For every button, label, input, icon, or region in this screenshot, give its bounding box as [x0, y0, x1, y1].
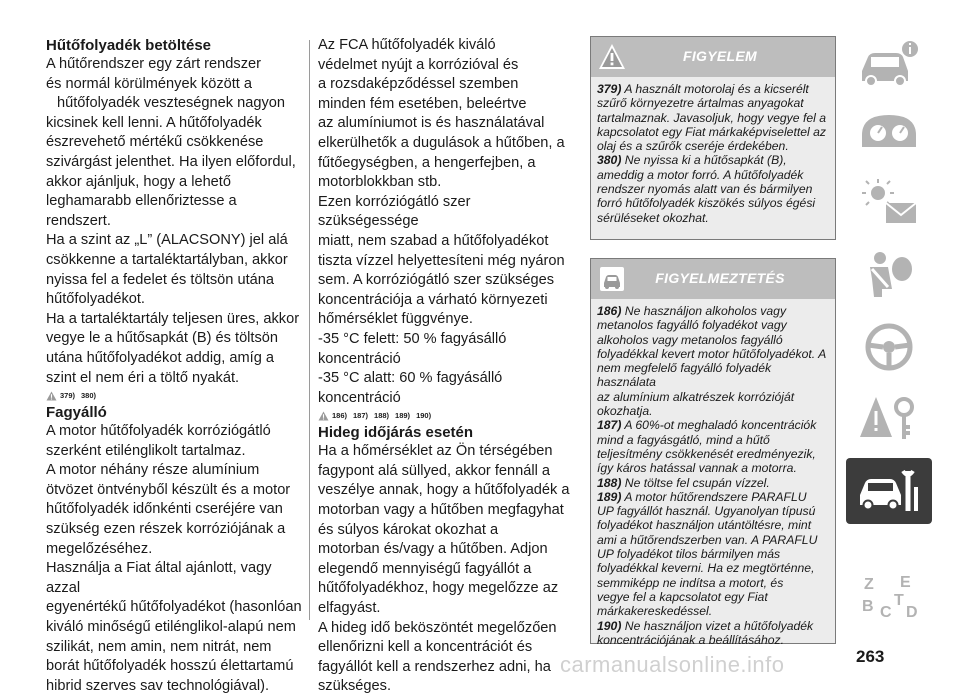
ref-number[interactable]: 379)	[60, 390, 76, 400]
section1-text	[46, 55, 302, 388]
text-line: egyenértékű hűtőfolyadékot (hasonlóan	[46, 599, 302, 616]
text-line: borát hűtőfolyadék hosszú élettartamú	[46, 658, 294, 675]
item-text: alkoholos vagy metanolos fagyálló	[597, 332, 783, 347]
section-title-coolant-filling: Hűtőfolyadék betöltése	[46, 37, 212, 54]
text-line: -35 °C alatt: 60 % fagyásálló	[318, 370, 503, 387]
warning-item	[597, 153, 829, 167]
text-line: megelőzéséhez.	[46, 540, 153, 557]
index-letter: D	[906, 604, 918, 621]
item-text: A motor hűtőrendszere PARAFLU	[624, 489, 807, 504]
index-letter: T	[894, 592, 904, 609]
tab-warning-key[interactable]	[846, 386, 932, 452]
tab-airbag-seatbelt[interactable]	[846, 242, 932, 308]
caution-box-body	[591, 299, 835, 653]
item-number: 379)	[597, 82, 622, 96]
ref-number[interactable]: 189)	[395, 410, 411, 420]
text-line: az alumíniumot is és használatával	[318, 115, 545, 132]
item-text: kapcsolatot egy Fiat márkaképviselettel az	[597, 124, 826, 139]
item-text: az alumínium alkatrészek korrózióját	[597, 389, 795, 404]
text-line: elkerülhetők a dugulások a hűtőben, a	[318, 134, 565, 151]
item-number: 186)	[597, 304, 622, 318]
caution-item	[597, 418, 829, 432]
index-letter: B	[862, 598, 874, 615]
item-text: ami a hűtőrendszerben van. A PARAFLU	[597, 532, 818, 547]
text-line: Ezen korróziógátló szer szükségessége	[318, 193, 471, 230]
text-line: akkor ajánljuk, hogy a lehető	[46, 173, 231, 190]
item-text: folyadékot használjon utántöltésre, mint	[597, 518, 812, 533]
text-line: minden fém esetében, beleértve	[318, 95, 527, 112]
item-text: sérüléseket okozhat.	[597, 210, 709, 225]
caution-triangle-icon	[318, 411, 329, 421]
item-text: folyadékkal keverni. Ha ez megtörténne,	[597, 561, 815, 576]
item-text: Ne nyissa ki a hűtősapkát (B),	[624, 153, 787, 168]
text-line: Használja a Fiat által ajánlott, vagy azzal	[46, 560, 272, 596]
text-line: hibrid szerves sav technológiával).	[46, 677, 270, 694]
warning-triangle-icon	[597, 41, 627, 73]
index-letter: Z	[864, 576, 874, 593]
item-text: A 60%-ot meghaladó koncentrációk	[624, 418, 817, 433]
ref-number[interactable]: 188)	[374, 410, 390, 420]
item-text: márkakereskedéssel.	[597, 604, 713, 619]
index-letter: E	[900, 574, 911, 591]
item-text: ameddig a motor forró. A hűtőfolyadék	[597, 167, 804, 182]
text-line: A hideg idő beköszöntét megelőzően	[318, 619, 557, 636]
warning-key-icon	[856, 393, 922, 445]
tab-car-tools[interactable]	[846, 458, 932, 524]
text-line: koncentráció	[318, 389, 401, 406]
ref-number[interactable]: 187)	[353, 410, 369, 420]
text-line: kicsinek kell lenni. A hűtőfolyadék	[46, 114, 262, 131]
text-line: hűtőfolyadékot.	[46, 291, 145, 308]
ref-number[interactable]: 186)	[332, 410, 348, 420]
ref-number[interactable]: 190)	[416, 410, 432, 420]
col2-text-top	[318, 36, 570, 408]
text-line: és normál körülmények között a	[46, 75, 253, 92]
tab-steering-wheel[interactable]	[846, 314, 932, 380]
section-title-antifreeze: Fagyálló	[46, 404, 107, 422]
text-line: miatt, nem szabad a hűtőfolyadékot	[318, 232, 549, 249]
item-text: forró hűtőfolyadék kiszökés súlyos égési	[597, 196, 816, 211]
column-2	[318, 36, 570, 697]
item-number: 189)	[597, 489, 622, 504]
item-text: okozhatja.	[597, 404, 653, 419]
text-line: utána hűtőfolyadékot addig, amíg a	[46, 349, 274, 366]
caution-box-header	[591, 259, 835, 299]
caution-references	[318, 409, 570, 422]
caution-item	[597, 490, 829, 504]
text-line: és súlyos károkat okozhat a	[318, 521, 499, 538]
item-text: UP folyadékot tilos bármilyen más	[597, 547, 781, 562]
text-line: a rozsdaképződéssel szemben	[318, 76, 519, 93]
ref-number[interactable]: 380)	[81, 390, 97, 400]
caution-item	[597, 476, 829, 490]
index-letters-icon	[856, 571, 922, 623]
text-line: motorblokkban stb.	[318, 174, 442, 191]
item-text: koncentrációjának a beállításához.	[597, 632, 784, 647]
item-text: rendszer nyomás alatt van és bármilyen	[597, 182, 813, 197]
item-text: metanolos fagyálló folyadékot vagy	[597, 318, 787, 333]
column-1	[46, 36, 302, 696]
item-text: Ne használjon vizet a hűtőfolyadék	[624, 618, 814, 633]
tab-lights-mail[interactable]	[846, 170, 932, 236]
watermark: carmanualsonline.info	[560, 652, 785, 677]
item-text: Ne töltse fel csupán vízzel.	[624, 475, 770, 490]
index-letter: C	[880, 604, 892, 621]
warning-box-header	[591, 37, 835, 77]
text-line: motorban vagy a hűtőben megfagyhat	[318, 502, 564, 519]
tab-dashboard[interactable]	[846, 98, 932, 164]
item-text: így káros hatással vannak a motorra.	[597, 461, 797, 476]
text-line: koncentrációja a várható környezeti	[318, 291, 548, 308]
col2-text-bottom	[318, 442, 570, 697]
text-line: észrevehető mértékű csökkenése	[46, 134, 264, 151]
item-text: vegye fel a kapcsolatot egy Fiat	[597, 589, 768, 604]
item-text: UP fagyállót használ. Ugyanolyan típusú	[597, 504, 816, 519]
text-line: Ha a szint az „L” (ALACSONY) jel alá	[46, 232, 288, 249]
dashboard-icon	[856, 105, 922, 157]
car-tools-icon	[856, 465, 922, 517]
section2-text	[46, 422, 302, 696]
text-line: sem. A korróziógátló szer szükséges	[318, 272, 555, 289]
text-line: fagyállót kell a rendszerhez adni, ha	[318, 658, 551, 675]
item-text: tartalmaznak. Javasoljuk, hogy vegye fel a	[597, 110, 826, 125]
text-line: Ha a hőmérséklet az Ön térségében	[318, 443, 553, 460]
warning-box	[590, 36, 836, 240]
warning-box-body	[591, 77, 835, 231]
text-line: koncentráció	[318, 350, 401, 367]
text-line: Az FCA hűtőfolyadék kiváló	[318, 37, 496, 53]
item-text: olaj és a szűrők cseréje érdekében.	[597, 139, 789, 154]
item-text: folyadékkal kevert motor hűtőfolyadékot. A	[597, 346, 827, 361]
text-line: szivárgást jelenthet. Ha ilyen előfordul,	[46, 153, 296, 170]
text-line: ötvözet öntvényből készült és a motor	[46, 481, 291, 498]
lights-mail-icon	[856, 177, 922, 229]
text-line: elegendő mennyiségű fagyállót a	[318, 560, 532, 577]
item-number: 188)	[597, 475, 622, 490]
section-title-cold-weather: Hideg időjárás esetén	[318, 424, 474, 442]
text-line: tiszta vízzel helyettesíteni még nyáron	[318, 252, 565, 269]
warning-references	[46, 389, 302, 402]
text-line: szilikát, nem amin, nem nitrát, nem	[46, 638, 272, 655]
item-number: 190)	[597, 618, 622, 633]
steering-wheel-icon	[856, 321, 922, 373]
warning-box-title: FIGYELEM	[683, 48, 757, 65]
item-text: semmiképp ne indítsa a motort, és	[597, 575, 784, 590]
text-line: leghamarabb ellenőriztesse a rendszert.	[46, 193, 237, 229]
text-line: hűtőfolyadékhoz, hogy megelőzze az	[318, 580, 559, 597]
item-text: mind a fagyásgátló, mind a hűtő	[597, 432, 770, 447]
warning-triangle-icon	[46, 391, 57, 401]
text-line: ellenőrizni kell a koncentrációt és	[318, 639, 533, 656]
caution-box-title: FIGYELMEZTETÉS	[655, 270, 785, 287]
text-line: szint el nem éri a töltő nyakát.	[46, 369, 240, 386]
item-number: 187)	[597, 418, 622, 433]
text-line: hűtőfolyadék veszteségnek nagyon	[57, 95, 285, 112]
caution-box	[590, 258, 836, 647]
airbag-seatbelt-icon	[856, 249, 922, 301]
text-line: A hűtőrendszer egy zárt rendszer	[46, 56, 261, 72]
page-number: 263	[856, 647, 885, 666]
item-text: teljesítmény csökkenését eredményezik,	[597, 446, 816, 461]
text-line: -35 °C felett: 50 % fagyásálló	[318, 330, 507, 347]
warning-item	[597, 82, 829, 96]
text-line: csökkenne a tartaléktartályban, akkor	[46, 251, 288, 268]
tab-index[interactable]	[846, 564, 932, 630]
text-line: A motor hűtőfolyadék korróziógátló	[46, 423, 271, 440]
text-line: veszélye annak, hogy a hűtőfolyadék a	[318, 482, 570, 499]
text-line: fűtőegységben, a hengerfejben, a	[318, 154, 536, 171]
item-text: A használt motorolaj és a kicserélt	[624, 82, 809, 96]
column-divider	[309, 40, 310, 620]
item-text: szűrő környezetre ártalmas anyagokat	[597, 96, 804, 111]
text-line: motorban és/vagy a hűtőben. Adjon	[318, 541, 548, 558]
item-text: nem megfelelő fagyálló folyadék használata	[597, 361, 772, 390]
column-3	[590, 36, 836, 647]
item-number: 380)	[597, 153, 622, 168]
text-line: szükség ezen részek korróziójának a	[46, 521, 286, 538]
text-line: A motor néhány része alumínium	[46, 462, 260, 479]
text-line: szerként etilénglikolt tartalmaz.	[46, 442, 246, 459]
caution-item	[597, 619, 829, 633]
text-line: Ha a tartaléktartály teljesen üres, akkor	[46, 310, 300, 327]
car-caution-icon	[597, 263, 627, 295]
item-text: Ne használjon alkoholos vagy	[624, 304, 787, 318]
caution-item	[597, 304, 829, 318]
text-line: védelmet nyújt a korrózióval és	[318, 56, 519, 73]
text-line: nyissa fel a fedelet és töltsön utána	[46, 271, 274, 288]
text-line: fagypont alá süllyed, akkor fennáll a	[318, 462, 551, 479]
car-info-icon	[856, 37, 922, 89]
text-line: hűtőfolyadék időnkénti cseréjére van	[46, 501, 283, 518]
text-line: hőmérséklet függvénye.	[318, 311, 473, 328]
tab-car-info[interactable]	[846, 30, 932, 96]
text-line: szükséges.	[318, 678, 392, 695]
text-line: elfagyást.	[318, 600, 381, 617]
text-line: vegye le a hűtősapkát (B) és töltsön	[46, 330, 279, 347]
text-line: kiváló minőségű etilénglikol-alapú nem	[46, 619, 296, 636]
